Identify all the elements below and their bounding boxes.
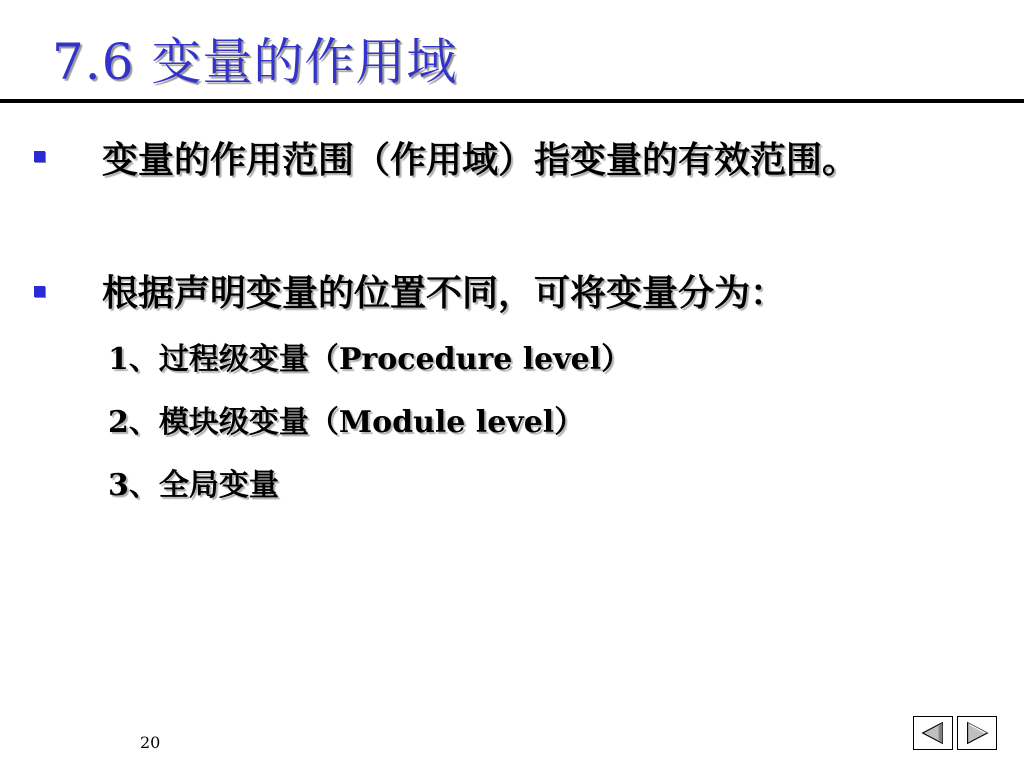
bullet-text: 根据声明变量的位置不同，可将变量分为： [102,272,787,314]
sub-item-global: 3、全局变量 [108,468,279,503]
bullet-text: 变量的作用范围（作用域）指变量的有效范围。 [102,139,859,181]
previous-slide-button[interactable] [913,716,953,750]
slide-title: 7.6 变量的作用域 [52,33,458,91]
triangle-left-icon [914,717,952,749]
triangle-right-icon [958,717,996,749]
title-divider [0,99,1024,103]
next-slide-button[interactable] [957,716,997,750]
page-number: 20 [140,733,161,752]
square-bullet-icon [34,151,45,162]
sub-item-procedure-level: 1、过程级变量（Procedure level） [108,342,632,377]
sub-item-module-level: 2、模块级变量（Module level） [108,405,585,440]
square-bullet-icon [34,286,45,297]
